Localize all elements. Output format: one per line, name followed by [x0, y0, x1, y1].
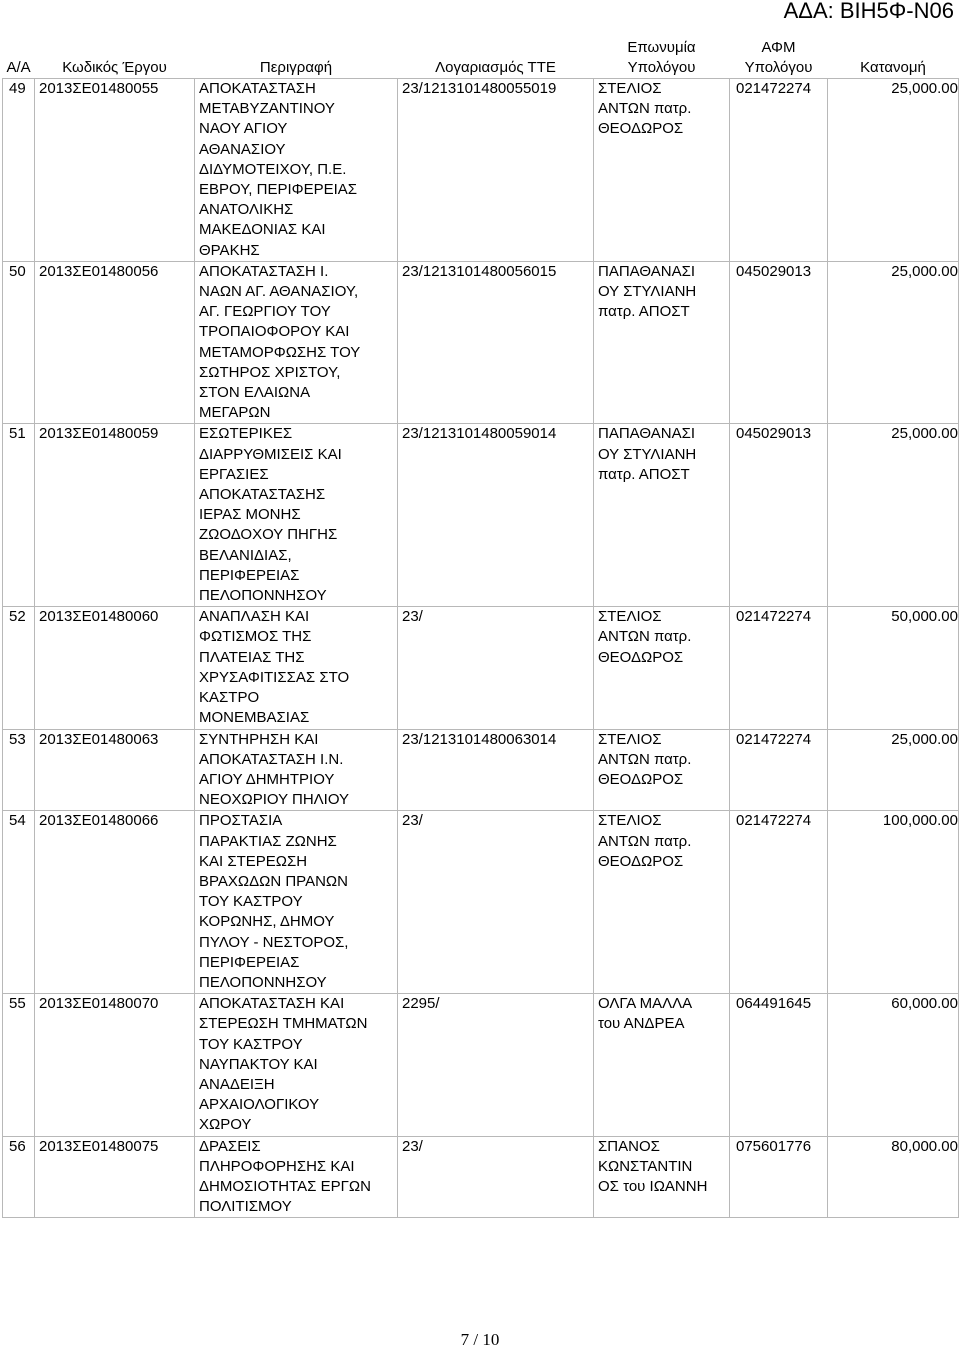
cell-account: 23/1213101480059014: [398, 424, 594, 607]
cell-afm: 021472274: [730, 79, 828, 262]
cell-afm: 021472274: [730, 811, 828, 994]
ada-code: ΑΔΑ: ΒΙΗ5Φ-Ν06: [783, 0, 954, 23]
cell-name: ΣΤΕΛΙΟΣ ΑΝΤΩΝ πατρ. ΘΕΟΔΩΡΟΣ: [594, 811, 730, 994]
table-row: [3, 261, 959, 424]
cell-account: 23/1213101480055019: [398, 79, 594, 262]
table-row: [3, 1136, 959, 1218]
cell-aa: 55: [3, 994, 35, 1136]
col-header-description: Περιγραφή: [195, 34, 398, 79]
cell-code: 2013ΣΕ01480070: [35, 994, 195, 1136]
cell-allocation: 100,000.00: [828, 811, 959, 994]
cell-afm: 021472274: [730, 607, 828, 729]
cell-account: 23/: [398, 1136, 594, 1218]
cell-code: 2013ΣΕ01480059: [35, 424, 195, 607]
cell-name: ΠΑΠΑΘΑΝΑΣΙ ΟΥ ΣΤΥΛΙΑΝΗ πατρ. ΑΠΟΣΤ: [594, 261, 730, 424]
cell-code: 2013ΣΕ01480063: [35, 729, 195, 811]
cell-name: ΣΤΕΛΙΟΣ ΑΝΤΩΝ πατρ. ΘΕΟΔΩΡΟΣ: [594, 79, 730, 262]
cell-allocation: 80,000.00: [828, 1136, 959, 1218]
cell-afm: 021472274: [730, 729, 828, 811]
table-row: [3, 994, 959, 1136]
table-row: [3, 607, 959, 729]
col-header-code: Κωδικός Έργου: [35, 34, 195, 79]
cell-code: 2013ΣΕ01480055: [35, 79, 195, 262]
col-header-account: Λογαριασμός ΤΤΕ: [398, 34, 594, 79]
table-row: [3, 729, 959, 811]
table-row: [3, 811, 959, 994]
cell-afm: 075601776: [730, 1136, 828, 1218]
cell-aa: 50: [3, 261, 35, 424]
cell-account: 23/: [398, 607, 594, 729]
cell-aa: 56: [3, 1136, 35, 1218]
cell-description: ΑΝΑΠΛΑΣΗ ΚΑΙ ΦΩΤΙΣΜΟΣ ΤΗΣ ΠΛΑΤΕΙΑΣ ΤΗΣ ΧΡΥΣΑΦΙΤΙΣΣΑΣ ΣΤΟ ΚΑΣΤΡΟ ΜΟΝΕΜΒΑΣΙΑΣ: [195, 607, 398, 729]
cell-allocation: 25,000.00: [828, 79, 959, 262]
col-header-afm: ΑΦΜ Υπολόγου: [730, 34, 828, 79]
cell-afm: 045029013: [730, 261, 828, 424]
cell-aa: 49: [3, 79, 35, 262]
cell-description: ΔΡΑΣΕΙΣ ΠΛΗΡΟΦΟΡΗΣΗΣ ΚΑΙ ΔΗΜΟΣΙΟΤΗΤΑΣ ΕΡΓΩΝ ΠΟΛΙΤΙΣΜΟΥ: [195, 1136, 398, 1218]
cell-aa: 54: [3, 811, 35, 994]
table-header-row: [3, 34, 959, 79]
cell-afm: 045029013: [730, 424, 828, 607]
cell-code: 2013ΣΕ01480060: [35, 607, 195, 729]
cell-aa: 53: [3, 729, 35, 811]
cell-allocation: 25,000.00: [828, 424, 959, 607]
table-row: [3, 79, 959, 262]
cell-name: ΣΠΑΝΟΣ ΚΩΝΣΤΑΝΤΙΝ ΟΣ του ΙΩΑΝΝΗ: [594, 1136, 730, 1218]
cell-allocation: 25,000.00: [828, 729, 959, 811]
cell-account: 23/1213101480063014: [398, 729, 594, 811]
cell-aa: 51: [3, 424, 35, 607]
cell-description: ΠΡΟΣΤΑΣΙΑ ΠΑΡΑΚΤΙΑΣ ΖΩΝΗΣ ΚΑΙ ΣΤΕΡΕΩΣΗ ΒΡΑΧΩΔΩΝ ΠΡΑΝΩΝ ΤΟΥ ΚΑΣΤΡΟΥ ΚΟΡΩΝΗΣ, ΔΗΜΟΥ ΠΥΛΟΥ - ΝΕΣΤΟΡΟΣ, ΠΕΡΙΦΕΡΕΙΑΣ ΠΕΛΟΠΟΝΝΗΣΟΥ: [195, 811, 398, 994]
cell-name: ΟΛΓΑ ΜΑΛΛΑ του ΑΝΔΡΕΑ: [594, 994, 730, 1136]
cell-allocation: 25,000.00: [828, 261, 959, 424]
col-header-aa: Α/Α: [3, 34, 35, 79]
cell-account: 23/1213101480056015: [398, 261, 594, 424]
col-header-allocation: Κατανομή: [828, 34, 959, 79]
cell-name: ΣΤΕΛΙΟΣ ΑΝΤΩΝ πατρ. ΘΕΟΔΩΡΟΣ: [594, 607, 730, 729]
cell-code: 2013ΣΕ01480056: [35, 261, 195, 424]
col-header-name: Επωνυμία Υπολόγου: [594, 34, 730, 79]
cell-description: ΣΥΝΤΗΡΗΣΗ ΚΑΙ ΑΠΟΚΑΤΑΣΤΑΣΗ Ι.Ν. ΑΓΙΟΥ ΔΗΜΗΤΡΙΟΥ ΝΕΟΧΩΡΙΟΥ ΠΗΛΙΟΥ: [195, 729, 398, 811]
cell-code: 2013ΣΕ01480066: [35, 811, 195, 994]
table-row: [3, 424, 959, 607]
cell-name: ΠΑΠΑΘΑΝΑΣΙ ΟΥ ΣΤΥΛΙΑΝΗ πατρ. ΑΠΟΣΤ: [594, 424, 730, 607]
cell-description: ΕΣΩΤΕΡΙΚΕΣ ΔΙΑΡΡΥΘΜΙΣΕΙΣ ΚΑΙ ΕΡΓΑΣΙΕΣ ΑΠΟΚΑΤΑΣΤΑΣΗΣ ΙΕΡΑΣ ΜΟΝΗΣ ΖΩΟΔΟΧΟΥ ΠΗΓΗΣ ΒΕΛΑΝΙΔΙΑΣ, ΠΕΡΙΦΕΡΕΙΑΣ ΠΕΛΟΠΟΝΝΗΣΟΥ: [195, 424, 398, 607]
cell-allocation: 50,000.00: [828, 607, 959, 729]
cell-description: ΑΠΟΚΑΤΑΣΤΑΣΗ Ι. ΝΑΩΝ ΑΓ. ΑΘΑΝΑΣΙΟΥ, ΑΓ. ΓΕΩΡΓΙΟΥ ΤΟΥ ΤΡΟΠΑΙΟΦΟΡΟΥ ΚΑΙ ΜΕΤΑΜΟΡΦΩΣΗΣ ΤΟΥ ΣΩΤΗΡΟΣ ΧΡΙΣΤΟΥ, ΣΤΟΝ ΕΛΑΙΩΝΑ ΜΕΓΑΡΩΝ: [195, 261, 398, 424]
page-number: 7 / 10: [460, 1330, 500, 1349]
cell-account: 23/: [398, 811, 594, 994]
cell-description: ΑΠΟΚΑΤΑΣΤΑΣΗ ΚΑΙ ΣΤΕΡΕΩΣΗ ΤΜΗΜΑΤΩΝ ΤΟΥ ΚΑΣΤΡΟΥ ΝΑΥΠΑΚΤΟΥ ΚΑΙ ΑΝΑΔΕΙΞΗ ΑΡΧΑΙΟΛΟΓΙΚΟΥ ΧΩΡΟΥ: [195, 994, 398, 1136]
cell-code: 2013ΣΕ01480075: [35, 1136, 195, 1218]
cell-description: ΑΠΟΚΑΤΑΣΤΑΣΗ ΜΕΤΑΒΥΖΑΝΤΙΝΟΥ ΝΑΟΥ ΑΓΙΟΥ ΑΘΑΝΑΣΙΟΥ ΔΙΔΥΜΟΤΕΙΧΟΥ, Π.Ε. ΕΒΡΟΥ, ΠΕΡΙΦΕΡΕΙΑΣ ΑΝΑΤΟΛΙΚΗΣ ΜΑΚΕΔΟΝΙΑΣ ΚΑΙ ΘΡΑΚΗΣ: [195, 79, 398, 262]
cell-name: ΣΤΕΛΙΟΣ ΑΝΤΩΝ πατρ. ΘΕΟΔΩΡΟΣ: [594, 729, 730, 811]
cell-afm: 064491645: [730, 994, 828, 1136]
cell-aa: 52: [3, 607, 35, 729]
cell-allocation: 60,000.00: [828, 994, 959, 1136]
cell-account: 2295/: [398, 994, 594, 1136]
projects-table: [2, 34, 959, 1218]
